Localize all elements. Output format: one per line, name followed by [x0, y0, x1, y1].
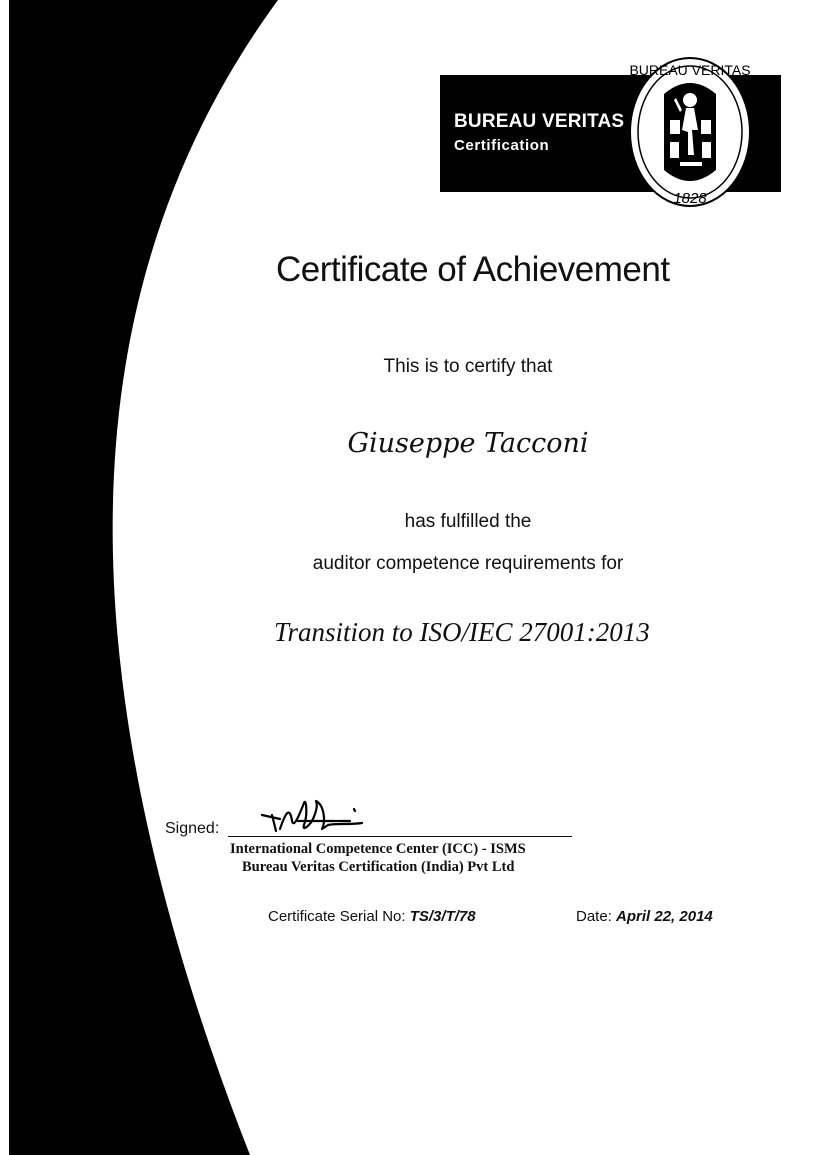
- brand-subtitle: Certification: [454, 137, 550, 154]
- certify-intro: This is to certify that: [383, 356, 553, 377]
- seal-year: 1828: [673, 190, 707, 207]
- bureau-veritas-seal-logo: [620, 50, 760, 215]
- serial-value: TS/3/T/78: [409, 908, 476, 925]
- signatory-company: Bureau Veritas Certification (India) Pvt Ltd: [242, 859, 515, 875]
- serial-label: Certificate Serial No:: [268, 908, 410, 925]
- signed-label: Signed:: [165, 820, 220, 837]
- certificate-serial: [268, 908, 476, 925]
- recipient-name: Giuseppe Tacconi: [347, 428, 589, 459]
- fulfilled-text: has fulfilled the: [404, 511, 532, 532]
- certificate-date: [576, 908, 713, 925]
- signatory-organization: International Competence Center (ICC) - ISMS: [230, 841, 526, 857]
- seal-ring-text: BUREAU VERITAS: [629, 62, 751, 78]
- handwritten-signature: [258, 785, 388, 841]
- date-value: April 22, 2014: [616, 908, 713, 925]
- brand-name: BUREAU VERITAS: [454, 111, 625, 132]
- course-title: Transition to ISO/IEC 27001:2013: [274, 617, 650, 647]
- certificate-title: Certificate of Achievement: [276, 250, 670, 289]
- requirements-text: auditor competence requirements for: [312, 553, 624, 574]
- date-label: Date:: [576, 908, 617, 925]
